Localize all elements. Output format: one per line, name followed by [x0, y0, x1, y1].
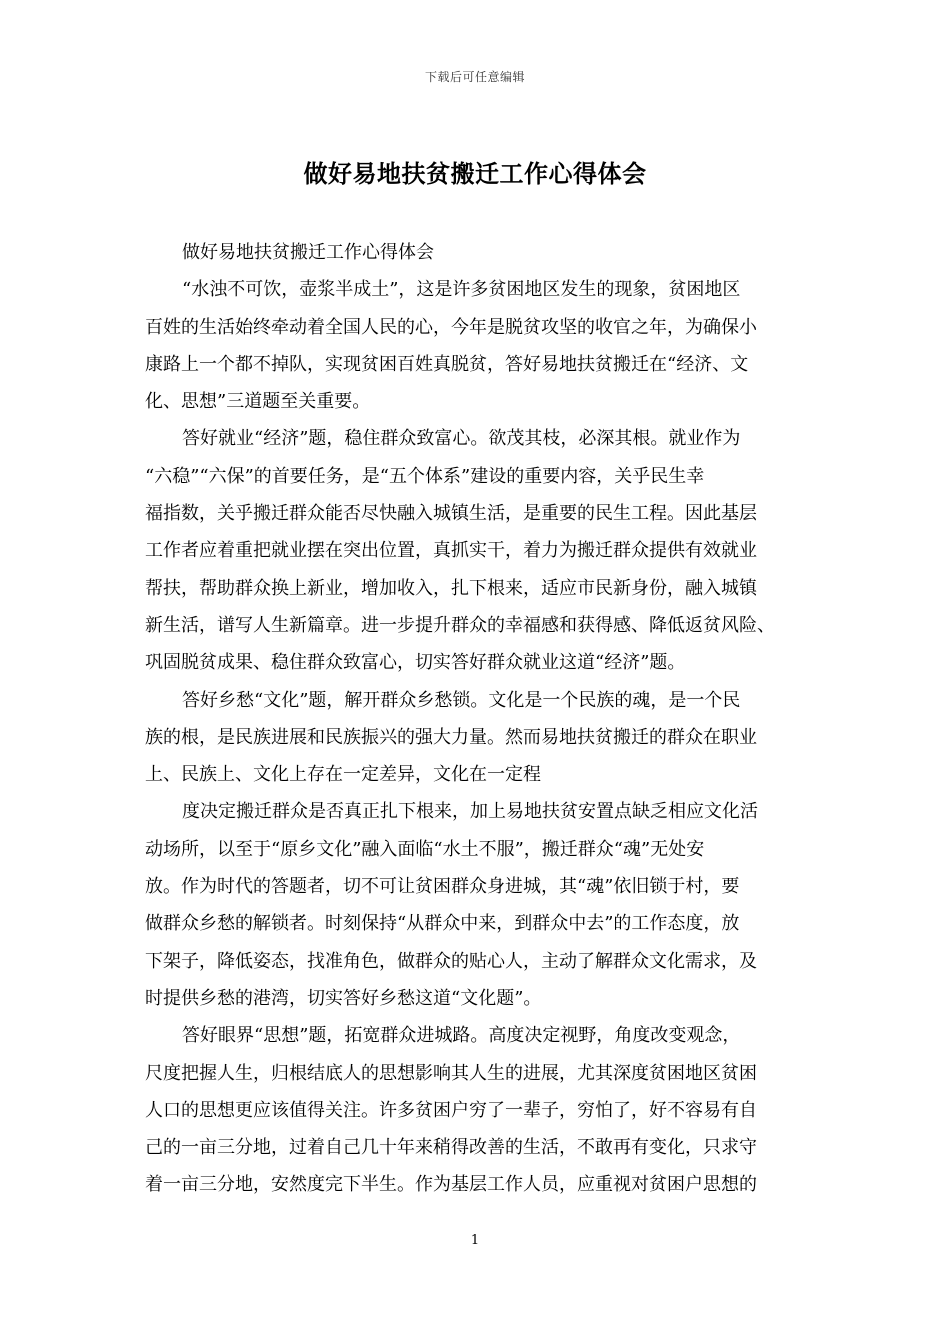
- text-line: 巩固脱贫成果、稳住群众致富心，切实答好群众就业这道“经济”题。: [145, 652, 686, 674]
- document-title: 做好易地扶贫搬迁工作心得体会: [303, 159, 647, 188]
- text-line: 人口的思想更应该值得关注。许多贫困户穷了一辈子，穷怕了，好不容易有自: [145, 1099, 757, 1121]
- text-line: 上、民族上、文化上存在一定差异，文化在一定程: [145, 764, 541, 786]
- text-line: 百姓的生活始终牵动着全国人民的心，今年是脱贫攻坚的收官之年，为确保小: [145, 316, 757, 338]
- text-line: 工作者应着重把就业摆在突出位置，真抓实干，着力为搬迁群众提供有效就业: [145, 540, 757, 562]
- text-line: 时提供乡愁的港湾，切实答好乡愁这道“文化题”。: [145, 987, 542, 1009]
- text-line: 康路上一个都不掉队，实现贫困百姓真脱贫，答好易地扶贫搬迁在“经济、文: [145, 353, 749, 375]
- text-line: 度决定搬迁群众是否真正扎下根来，加上易地扶贫安置点缺乏相应文化活: [182, 801, 758, 823]
- text-line: 放。作为时代的答题者，切不可让贫困群众身进城，其“魂”依旧锁于村，要: [145, 876, 740, 898]
- header-note: 下载后可任意编辑: [424, 70, 525, 84]
- text-line: 动场所，以至于“原乡文化”融入面临“水土不服”，搬迁群众“魂”无处安: [145, 838, 705, 860]
- text-line: 化、思想”三道题至关重要。: [145, 391, 371, 413]
- text-line: 做好易地扶贫搬迁工作心得体会: [182, 242, 434, 263]
- text-line: 尺度把握人生，归根结底人的思想影响其人生的进展，尤其深度贫困地区贫困: [145, 1062, 757, 1084]
- text-line: “六稳”“六保”的首要任务，是“五个体系”建设的重要内容，关乎民生幸: [145, 465, 705, 487]
- text-line: 族的根，是民族进展和民族振兴的强大力量。然而易地扶贫搬迁的群众在职业: [145, 726, 757, 748]
- text-line: 答好乡愁“文化”题，解开群众乡愁锁。文化是一个民族的魂，是一个民: [182, 689, 741, 711]
- text-line: 福指数，关乎搬迁群众能否尽快融入城镇生活，是重要的民生工程。因此基层: [145, 503, 757, 525]
- text-line: 下架子，降低姿态，找准角色，做群众的贴心人，主动了解群众文化需求，及: [145, 950, 757, 972]
- text-line: 新生活，谱写人生新篇章。进一步提升群众的幸福感和获得感、降低返贫风险、: [145, 614, 775, 636]
- document-body: [145, 234, 825, 1204]
- text-line: 答好眼界“思想”题，拓宽群众进城路。高度决定视野，角度改变观念，: [182, 1025, 741, 1047]
- text-line: “水浊不可饮，壶浆半成土”，这是许多贫困地区发生的现象，贫困地区: [182, 279, 741, 301]
- text-line: 做群众乡愁的解锁者。时刻保持“从群众中来，到群众中去”的工作态度，放: [145, 913, 740, 935]
- text-line: 己的一亩三分地，过着自己几十年来稍得改善的生活，不敢再有变化，只求守: [145, 1137, 757, 1159]
- text-line: 着一亩三分地，安然度完下半生。作为基层工作人员，应重视对贫困户思想的: [145, 1174, 757, 1196]
- page-number: 1: [470, 1233, 480, 1248]
- text-line: 答好就业“经济”题，稳住群众致富心。欲茂其枝，必深其根。就业作为: [182, 428, 741, 450]
- text-line: 帮扶，帮助群众换上新业，增加收入，扎下根来，适应市民新身份，融入城镇: [145, 577, 757, 599]
